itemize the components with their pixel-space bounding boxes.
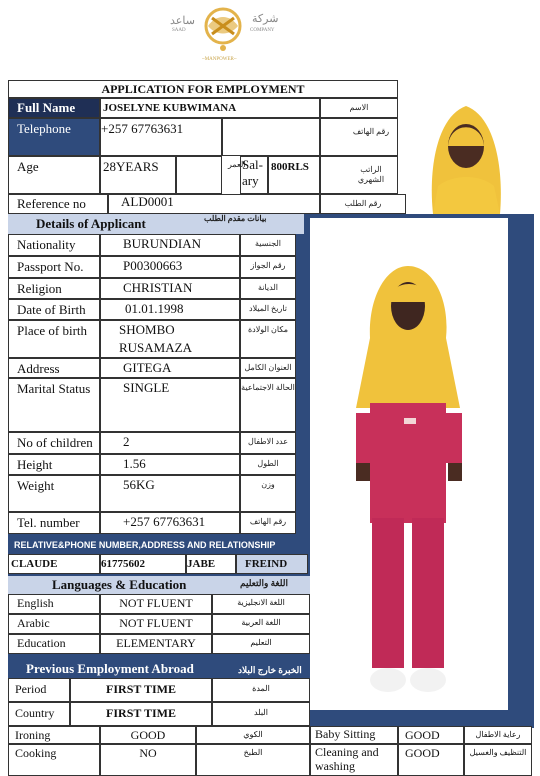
previous-heading [8, 660, 310, 678]
detail-value: SINGLE [100, 378, 240, 432]
detail-ar: الديانة [240, 278, 296, 299]
previous-heading-text: Previous Employment Abroad [26, 661, 194, 676]
previous-value: FIRST TIME [70, 678, 212, 702]
previous-heading-ar: الخبرة خارج البلاد [238, 665, 302, 675]
full-name-value: JOSELYNE KUBWIMANA [100, 98, 320, 118]
detail-label: Passport No. [8, 256, 100, 278]
salary-ar: الراتب الشهري [320, 156, 398, 194]
logo-latin-left: SAAD [172, 28, 186, 33]
relative-relationship: FREIND [236, 554, 308, 574]
applicant-portrait-photo [408, 96, 524, 214]
detail-label: Address [8, 358, 100, 378]
full-name-label: Full Name [8, 98, 100, 118]
skill-label: Ironing [8, 726, 100, 744]
language-ar: اللغة الانجليزية [212, 594, 310, 614]
language-value: NOT FLUENT [100, 594, 212, 614]
age-blank [176, 156, 222, 194]
relative-phone: 61775602 [100, 554, 186, 574]
detail-label: Religion [8, 278, 100, 299]
reference-label: Reference no [8, 194, 108, 214]
detail-value: P00300663 [100, 256, 240, 278]
reference-value: ALD0001 [108, 194, 320, 214]
language-label: English [8, 594, 100, 614]
detail-value: 2 [100, 432, 240, 454]
detail-label: Nationality [8, 234, 100, 256]
reference-ar: رقم الطلب [320, 194, 406, 214]
previous-label: Country [8, 702, 70, 726]
detail-label: Weight [8, 475, 100, 512]
telephone-value: +257 67763631 [100, 118, 222, 156]
previous-ar: المدة [212, 678, 310, 702]
salary-label [240, 156, 268, 194]
skill-label: Cleaning and washing [310, 744, 398, 776]
skill-ar: الطبخ [196, 744, 310, 776]
detail-value: 56KG [100, 475, 240, 512]
detail-label: No of children [8, 432, 100, 454]
language-label: Arabic [8, 614, 100, 634]
age-ar: العمر [228, 160, 246, 169]
telephone-ar: رقم الهاتف [320, 118, 398, 156]
relative-address: JABE [186, 554, 236, 574]
detail-label: Place of birth [8, 320, 100, 358]
details-heading-ar: بيانات مقدم الطلب [204, 214, 267, 223]
full-name-ar: الاسم [320, 98, 398, 118]
previous-value: FIRST TIME [70, 702, 212, 726]
skill-label: Baby Sitting [310, 726, 398, 744]
detail-value: BURUNDIAN [100, 234, 240, 256]
detail-ar: العنوان الكامل [240, 358, 296, 378]
skill-ar: الكوي [196, 726, 310, 744]
skill-ar: التنظيف والغسيل [464, 744, 532, 776]
detail-ar: رقم الهاتف [240, 512, 296, 534]
detail-ar: الطول [240, 454, 296, 475]
languages-heading-ar: اللغة والتعليم [240, 578, 288, 588]
detail-ar: الجنسية [240, 234, 296, 256]
skill-label: Cooking [8, 744, 100, 776]
detail-label: Marital Status [8, 378, 100, 432]
previous-label: Period [8, 678, 70, 702]
logo-arabic-left: ساعد [170, 15, 195, 27]
details-heading [8, 214, 304, 234]
skill-value: NO [100, 744, 196, 776]
logo-latin-right: COMPANY [250, 28, 275, 33]
language-ar: اللغة العربية [212, 614, 310, 634]
skill-value: GOOD [398, 726, 464, 744]
details-heading-text: Details of Applicant [36, 216, 146, 231]
detail-value: CHRISTIAN [100, 278, 240, 299]
detail-value: SHOMBO RUSAMAZA [100, 320, 240, 358]
detail-ar: مكان الولادة [240, 320, 296, 358]
language-ar: التعليم [212, 634, 310, 654]
detail-value: GITEGA [100, 358, 240, 378]
detail-ar: تاريخ الميلاد [240, 299, 296, 320]
salary-value: 800RLS [268, 156, 320, 194]
skill-ar: رعاية الاطفال [464, 726, 532, 744]
relative-name: CLAUDE [8, 554, 100, 574]
detail-ar: وزن [240, 475, 296, 512]
detail-value: 01.01.1998 [100, 299, 240, 320]
form-title: APPLICATION FOR EMPLOYMENT [8, 80, 398, 98]
fullbody-photo-area [310, 218, 508, 710]
detail-value: +257 67763631 [100, 512, 240, 534]
detail-ar: عدد الاطفال [240, 432, 296, 454]
languages-heading-text: Languages & Education [52, 577, 187, 592]
telephone-label: Telephone [8, 118, 100, 156]
skill-value: GOOD [100, 726, 196, 744]
logo-arabic-right: شركة [252, 13, 279, 25]
age-label: Age [8, 156, 100, 194]
age-value: 28YEARS [100, 156, 176, 194]
language-value: ELEMENTARY [100, 634, 212, 654]
detail-value: 1.56 [100, 454, 240, 475]
skill-value: GOOD [398, 744, 464, 776]
detail-label: Height [8, 454, 100, 475]
detail-label: Date of Birth [8, 299, 100, 320]
detail-ar: رقم الجواز [240, 256, 296, 278]
detail-label: Tel. number [8, 512, 100, 534]
languages-heading [8, 576, 310, 594]
logo-tagline: ~MANPOWER~ [202, 57, 237, 62]
telephone-blank [222, 118, 320, 156]
language-value: NOT FLUENT [100, 614, 212, 634]
previous-ar: البلد [212, 702, 310, 726]
salary-label-text: Sal-ary [242, 157, 263, 188]
detail-ar: الحالة الاجتماعية [240, 378, 296, 432]
relative-heading: RELATIVE&PHONE NUMBER,ADDRESS AND RELATIONSHIP [8, 536, 310, 554]
language-label: Education [8, 634, 100, 654]
